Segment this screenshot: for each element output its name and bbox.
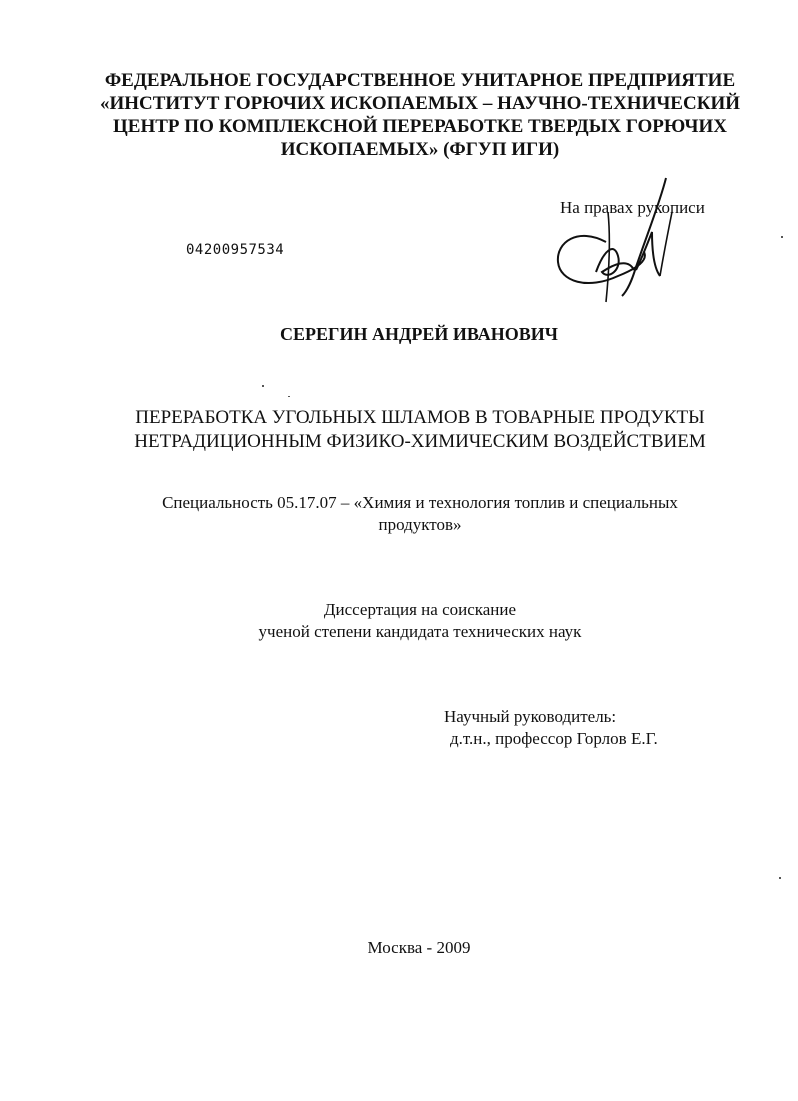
dissertation-title	[60, 406, 780, 454]
specialty-line: продуктов»	[378, 515, 462, 534]
scan-speck	[779, 877, 781, 879]
supervisor-name: д.т.н., профессор Горлов Е.Г.	[450, 729, 658, 748]
organization-line: ИСКОПАЕМЫХ» (ФГУП ИГИ)	[280, 139, 560, 160]
catalog-number: 04200957534	[186, 242, 285, 258]
city-year: Москва - 2009	[367, 938, 471, 957]
handwritten-signature	[548, 172, 678, 307]
organization-line: «ИНСТИТУТ ГОРЮЧИХ ИСКОПАЕМЫХ – НАУЧНО-ТЕХНИЧЕСКИЙ	[99, 93, 741, 114]
organization-line: ЦЕНТР ПО КОМПЛЕКСНОЙ ПЕРЕРАБОТКЕ ТВЕРДЫХ ГОРЮЧИХ	[113, 116, 727, 137]
title-line: ПЕРЕРАБОТКА УГОЛЬНЫХ ШЛАМОВ В ТОВАРНЫЕ ПРОДУКТЫ	[135, 407, 705, 428]
degree-line: Диссертация на соискание	[323, 600, 517, 619]
degree-statement	[60, 599, 780, 643]
author-name: СЕРЕГИН АНДРЕЙ ИВАНОВИЧ	[280, 324, 558, 344]
title-line: НЕТРАДИЦИОННЫМ ФИЗИКО-ХИМИЧЕСКИМ ВОЗДЕЙСТВИЕМ	[134, 431, 706, 452]
scan-speck	[288, 396, 290, 397]
scan-speck	[781, 236, 783, 238]
supervisor-label: Научный руководитель:	[444, 707, 617, 726]
manuscript-note: На правах рукописи	[560, 198, 705, 217]
scan-speck	[262, 385, 264, 387]
organization-header	[60, 69, 780, 161]
degree-line: ученой степени кандидата технических наук	[258, 622, 582, 641]
organization-line: ФЕДЕРАЛЬНОЕ ГОСУДАРСТВЕННОЕ УНИТАРНОЕ ПРЕДПРИЯТИЕ	[104, 70, 736, 91]
specialty	[60, 492, 780, 536]
specialty-line: Специальность 05.17.07 – «Химия и технология топлив и специальных	[162, 493, 678, 512]
supervisor-block	[444, 706, 658, 750]
